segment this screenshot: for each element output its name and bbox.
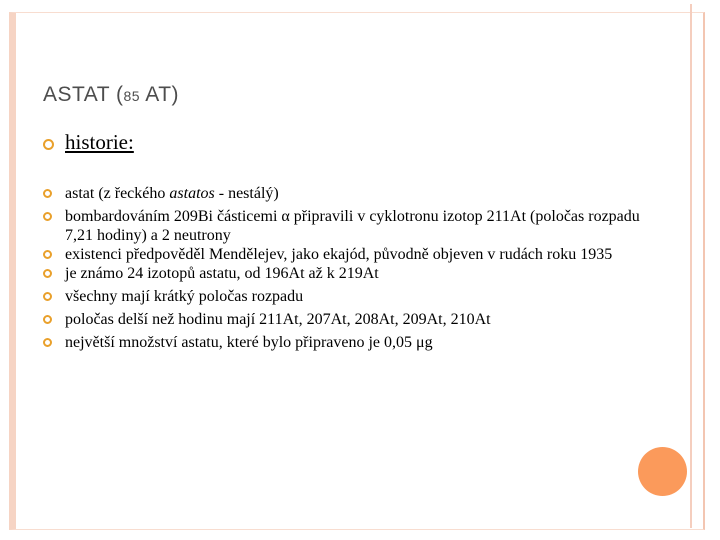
list-item-text: existenci předpověděl Mendělejev, jako ekajód, původně objeven v rudách roku 1935 (65, 246, 613, 263)
page-title (43, 83, 179, 107)
list-item (43, 245, 663, 264)
ring-bullet-icon (43, 338, 52, 347)
list-item (43, 207, 663, 245)
title-subscript: 85 (123, 88, 141, 104)
title-end: AT) (140, 83, 180, 106)
list-item-text: je známo 24 izotopů astatu, od 196At až k 219At (65, 265, 379, 282)
ring-bullet-icon (43, 189, 52, 198)
list-item-text: astat (z řeckého (65, 185, 170, 202)
list-item-text: největší množství astatu, které bylo připraveno je 0,05 μg (65, 334, 433, 351)
ring-bullet-icon (43, 212, 52, 221)
list-item-text: poločas delší než hodinu mají 211At, 207At, 208At, 209At, 210At (65, 311, 491, 328)
ring-bullet-icon (43, 250, 52, 259)
section-heading-text: historie: (65, 130, 134, 154)
list-item-italic: astatos (169, 185, 215, 202)
list-item-text-after: - nestálý) (214, 185, 279, 202)
list-item (43, 184, 663, 203)
list-item (43, 264, 663, 283)
bullet-list (43, 184, 663, 352)
ring-bullet-icon (43, 292, 52, 301)
ring-bullet-icon (43, 269, 52, 278)
list-item-text: bombardováním 209Bi částicemi α připravili v cyklotronu izotop 211At (poločas rozpadu 7,21 hodiny) a 2 neutrony (65, 208, 640, 244)
list-item (43, 333, 663, 352)
frame-accent-line (690, 4, 692, 528)
ring-bullet-icon (43, 139, 54, 150)
list-item-text: všechny mají krátký poločas rozpadu (65, 288, 304, 305)
list-item (43, 287, 663, 306)
decorative-circle-icon (638, 447, 687, 496)
ring-bullet-icon (43, 315, 52, 324)
title-main: ASTAT ( (43, 83, 124, 106)
list-item (43, 310, 663, 329)
